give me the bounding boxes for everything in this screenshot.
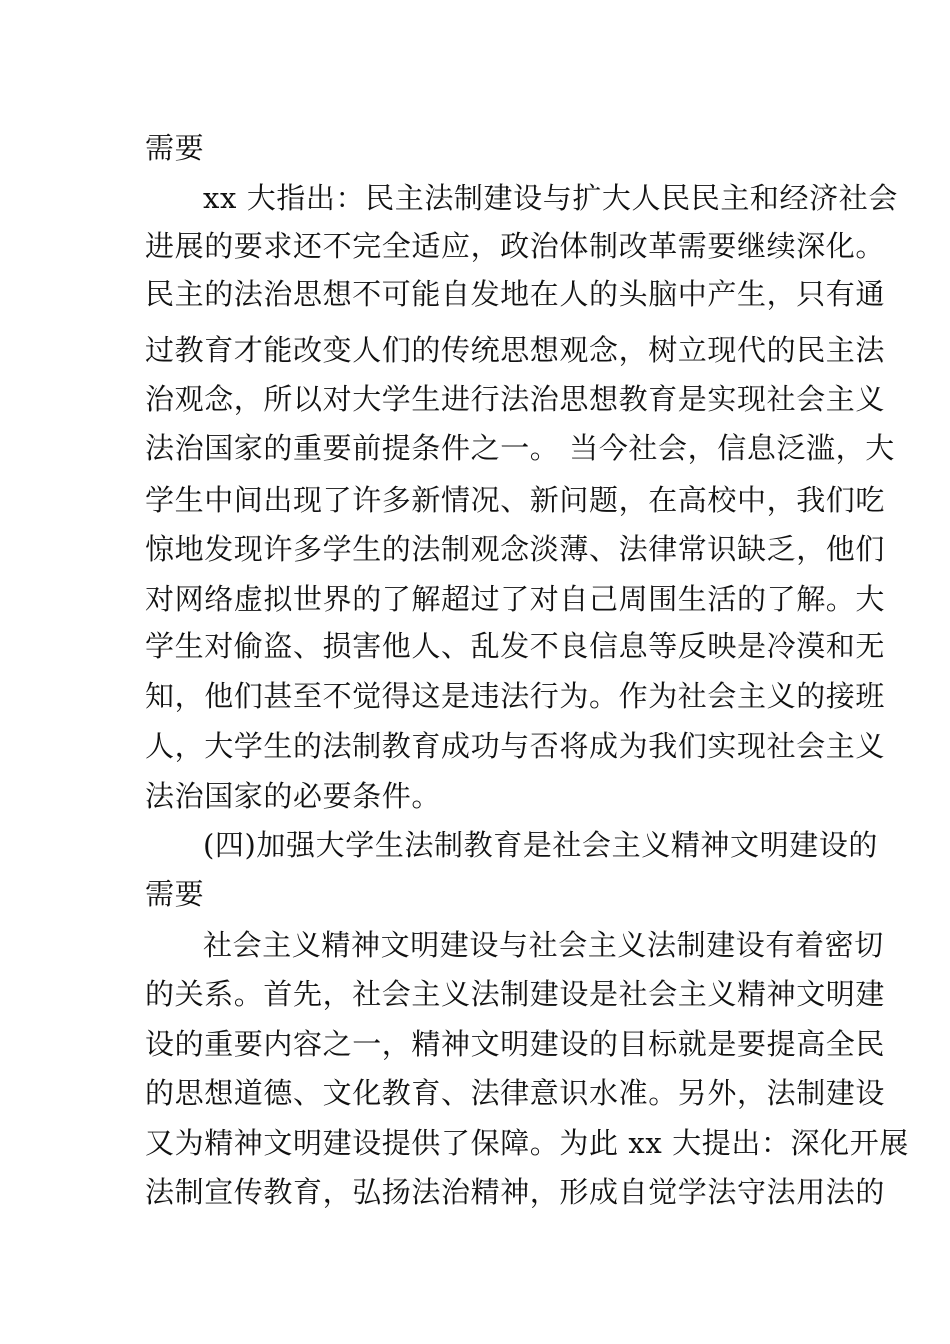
- text-line: xx 大指出：民主法制建设与扩大人民民主和经济社会: [203, 181, 898, 215]
- section-heading: (四)加强大学生法制教育是社会主义精神文明建设的: [203, 828, 879, 862]
- text-line: 法治国家的必要条件。: [145, 779, 442, 813]
- text-line: 需要: [145, 131, 205, 165]
- text-line: 知，他们甚至不觉得这是违法行为。作为社会主义的接班: [145, 679, 886, 713]
- text-line: 设的重要内容之一，精神文明建设的目标就是要提高全民: [145, 1027, 886, 1061]
- text-line: 学生对偷盗、损害他人、乱发不良信息等反映是冷漠和无: [145, 629, 886, 663]
- text-line: 的关系。首先，社会主义法制建设是社会主义精神文明建: [145, 977, 886, 1011]
- text-line: 民主的法治思想不可能自发地在人的头脑中产生，只有通: [145, 277, 886, 311]
- text-line: 对网络虚拟世界的了解超过了对自己周围生活的了解。大: [145, 582, 886, 616]
- text-line: 的思想道德、文化教育、法律意识水准。另外，法制建设: [145, 1076, 886, 1110]
- text-line: 进展的要求还不完全适应，政治体制改革需要继续深化。: [145, 229, 886, 263]
- text-line: 人，大学生的法制教育成功与否将成为我们实现社会主义: [145, 729, 886, 763]
- text-line: 社会主义精神文明建设与社会主义法制建设有着密切: [203, 928, 884, 962]
- text-line: 又为精神文明建设提供了保障。为此 xx 大提出：深化开展: [145, 1126, 909, 1160]
- text-line: 惊地发现许多学生的法制观念淡薄、法律常识缺乏，他们: [145, 532, 886, 566]
- text-line: 治观念，所以对大学生进行法治思想教育是实现社会主义: [145, 382, 886, 416]
- text-line: 法制宣传教育，弘扬法治精神，形成自觉学法守法用法的: [145, 1175, 886, 1209]
- text-line: 学生中间出现了许多新情况、新问题，在高校中，我们吃: [145, 483, 886, 517]
- text-line: 过教育才能改变人们的传统思想观念，树立现代的民主法: [145, 333, 886, 367]
- section-heading: 需要: [145, 877, 205, 911]
- text-line: 法治国家的重要前提条件之一。 当今社会，信息泛滥，大: [145, 431, 895, 465]
